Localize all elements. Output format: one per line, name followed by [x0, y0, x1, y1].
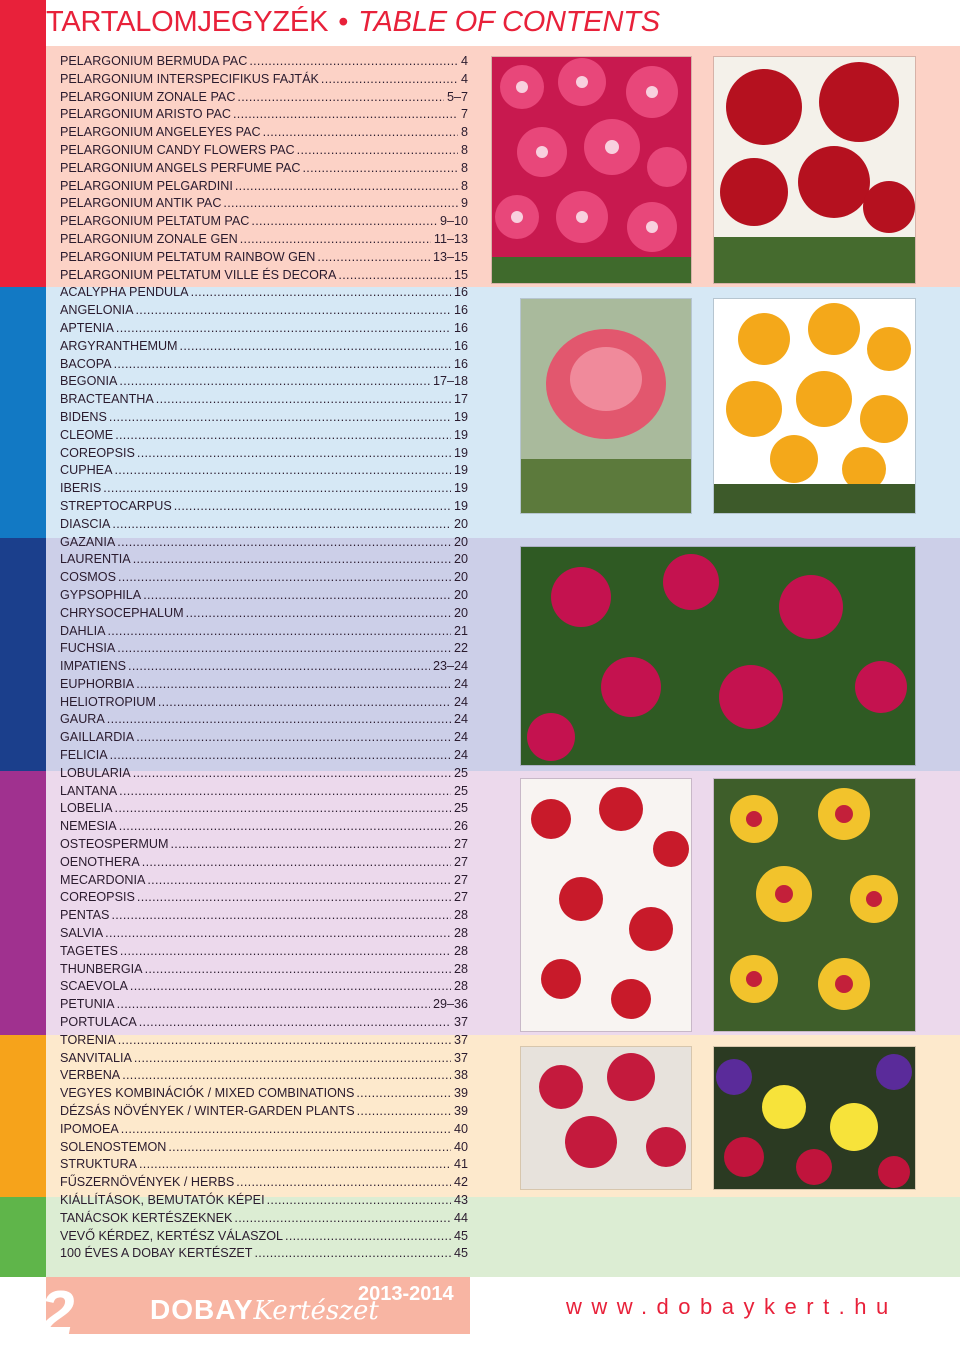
toc-entry-title: SANVITALIA	[60, 1050, 132, 1065]
toc-leader-dots	[116, 1032, 451, 1050]
toc-entry[interactable]	[60, 534, 468, 552]
toc-leader-dots	[140, 854, 451, 872]
toc-leader-dots	[113, 427, 451, 445]
toc-entry-title: PELARGONIUM BERMUDA PAC	[60, 54, 248, 68]
toc-entry-page: 21	[453, 623, 468, 638]
toc-entry-title: PELARGONIUM ANGELEYES PAC	[60, 125, 261, 140]
toc-entry[interactable]	[60, 1050, 468, 1068]
toc-leader-dots	[107, 409, 451, 427]
toc-leader-dots	[135, 445, 451, 463]
toc-entry-page: 17–18	[432, 374, 468, 389]
toc-leader-dots	[301, 160, 458, 178]
toc-entry-title: ANGELONIA	[60, 303, 134, 318]
toc-entry-title: DÉZSÁS NÖVÉNYEK / WINTER-GARDEN PLANTS	[60, 1104, 355, 1119]
toc-leader-dots	[137, 1014, 451, 1032]
toc-entry-page: 4	[460, 54, 468, 68]
toc-leader-dots	[137, 1156, 451, 1174]
toc-entry-page: 28	[453, 979, 468, 994]
toc-entry[interactable]	[60, 320, 468, 338]
toc-entry[interactable]	[60, 623, 468, 641]
toc-entry[interactable]	[60, 818, 468, 836]
toc-leader-dots	[154, 391, 451, 409]
toc-entry[interactable]	[60, 747, 468, 765]
photo-begonia	[520, 298, 692, 514]
toc-entry-page: 24	[453, 748, 468, 763]
toc-leader-dots	[109, 907, 451, 925]
toc-leader-dots	[238, 231, 431, 249]
toc-leader-dots	[233, 178, 458, 196]
toc-entry-title: CHRYSOCEPHALUM	[60, 605, 184, 620]
toc-leader-dots	[119, 1121, 451, 1139]
toc-entry-title: ARGYRANTHEMUM	[60, 338, 178, 353]
toc-entry-page: 20	[453, 605, 468, 620]
toc-leader-dots	[106, 623, 451, 641]
toc-entry[interactable]	[60, 1192, 468, 1210]
toc-entry-page: 39	[453, 1104, 468, 1119]
toc-entry-page: 9	[460, 196, 468, 211]
toc-entry-page: 19	[453, 445, 468, 460]
toc-entry[interactable]	[60, 889, 468, 907]
toc-entry-page: 29–36	[432, 997, 468, 1012]
toc-entry-title: CUPHEA	[60, 463, 113, 478]
toc-entry[interactable]	[60, 1228, 468, 1246]
toc-entry-page: 16	[453, 338, 468, 353]
title-hu: TARTALOMJEGYZÉK	[46, 6, 329, 38]
toc-leader-dots	[108, 747, 451, 765]
toc-entry-page: 37	[453, 1032, 468, 1047]
toc-entry-page: 5–7	[446, 89, 468, 104]
toc-entry[interactable]	[60, 231, 468, 249]
stripe-dark-blue	[0, 538, 46, 771]
toc-entry-page: 27	[453, 872, 468, 887]
toc-entry[interactable]	[60, 729, 468, 747]
toc-entry[interactable]	[60, 445, 468, 463]
toc-leader-dots	[234, 1174, 451, 1192]
toc-entry-title: PELARGONIUM CANDY FLOWERS PAC	[60, 142, 295, 157]
toc-entry-title: VEGYES KOMBINÁCIÓK / MIXED COMBINATIONS	[60, 1086, 355, 1101]
toc-entry-title: OSTEOSPERMUM	[60, 837, 169, 852]
toc-leader-dots	[178, 338, 451, 356]
toc-entry[interactable]	[60, 89, 468, 107]
toc-list	[60, 53, 468, 1263]
toc-entry-page: 16	[453, 303, 468, 318]
toc-entry[interactable]	[60, 1156, 468, 1174]
toc-leader-dots	[249, 213, 437, 231]
toc-entry-page: 8	[460, 178, 468, 193]
toc-entry[interactable]	[60, 1067, 468, 1085]
title-en: TABLE OF CONTENTS	[358, 6, 660, 38]
toc-entry-page: 8	[460, 142, 468, 157]
stripe-red	[0, 0, 46, 287]
toc-entry-title: STREPTOCARPUS	[60, 498, 172, 513]
toc-entry[interactable]	[60, 1121, 468, 1139]
toc-leader-dots	[247, 53, 458, 71]
toc-entry-title: EUPHORBIA	[60, 676, 135, 691]
toc-entry[interactable]	[60, 854, 468, 872]
toc-entry-page: 7	[460, 107, 468, 122]
toc-leader-dots	[319, 71, 458, 89]
toc-entry-page: 38	[453, 1068, 468, 1083]
toc-entry[interactable]	[60, 676, 468, 694]
toc-entry[interactable]	[60, 480, 468, 498]
toc-entry[interactable]	[60, 551, 468, 569]
toc-entry[interactable]	[60, 53, 468, 71]
toc-leader-dots	[112, 462, 451, 480]
toc-entry-title: LANTANA	[60, 783, 118, 798]
toc-leader-dots	[232, 1210, 451, 1228]
toc-entry-title: SCAEVOLA	[60, 979, 128, 994]
toc-entry[interactable]	[60, 409, 468, 427]
toc-leader-dots	[115, 534, 451, 552]
toc-entry[interactable]	[60, 907, 468, 925]
stripe-purple	[0, 771, 46, 1035]
toc-leader-dots	[105, 711, 451, 729]
toc-entry[interactable]	[60, 160, 468, 178]
toc-entry-title: IMPATIENS	[60, 659, 127, 674]
toc-entry[interactable]	[60, 356, 468, 374]
toc-entry[interactable]	[60, 71, 468, 89]
toc-entry-page: 23–24	[432, 659, 468, 674]
toc-entry-page: 8	[460, 125, 468, 140]
toc-entry-title: PELARGONIUM ANGELS PERFUME PAC	[60, 160, 301, 175]
toc-entry[interactable]	[60, 267, 468, 285]
toc-entry-title: PELARGONIUM PELGARDINI	[60, 178, 233, 193]
toc-entry-title: ACALYPHA PENDULA	[60, 285, 189, 300]
toc-entry-page: 22	[453, 641, 468, 656]
toc-entry[interactable]	[60, 800, 468, 818]
toc-entry[interactable]	[60, 373, 468, 391]
toc-entry[interactable]	[60, 427, 468, 445]
toc-entry-title: PELARGONIUM PELTATUM RAINBOW GEN	[60, 249, 316, 264]
toc-leader-dots	[135, 889, 451, 907]
toc-entry-title: FELICIA	[60, 748, 108, 763]
toc-leader-dots	[261, 124, 458, 142]
title-separator: •	[338, 6, 349, 38]
toc-entry[interactable]	[60, 1174, 468, 1192]
toc-entry-title: LOBELIA	[60, 801, 113, 816]
toc-entry[interactable]	[60, 711, 468, 729]
toc-entry[interactable]	[60, 498, 468, 516]
toc-entry-title: PENTAS	[60, 908, 110, 923]
toc-entry-title: PELARGONIUM PELTATUM PAC	[60, 214, 250, 229]
toc-leader-dots	[168, 836, 451, 854]
toc-entry-title: PELARGONIUM PELTATUM VILLE ÉS DECORA	[60, 267, 337, 282]
toc-entry-page: 28	[453, 943, 468, 958]
toc-entry-title: SALVIA	[60, 926, 104, 941]
toc-entry-page: 15	[453, 267, 468, 282]
toc-entry-page: 13–15	[432, 249, 468, 264]
photo-red-pelargonium	[713, 56, 916, 284]
toc-entry-page: 16	[453, 356, 468, 371]
toc-leader-dots	[231, 106, 458, 124]
toc-entry-page: 27	[453, 837, 468, 852]
toc-entry-page: 27	[453, 854, 468, 869]
toc-leader-dots	[101, 480, 451, 498]
toc-leader-dots	[118, 943, 451, 961]
toc-entry[interactable]	[60, 978, 468, 996]
toc-entry-title: CLEOME	[60, 427, 114, 442]
toc-entry[interactable]	[60, 996, 468, 1014]
toc-leader-dots	[354, 1085, 451, 1103]
toc-entry[interactable]	[60, 338, 468, 356]
toc-entry-page: 19	[453, 427, 468, 442]
toc-leader-dots	[143, 961, 451, 979]
toc-entry-title: TAGETES	[60, 943, 118, 958]
toc-leader-dots	[115, 996, 430, 1014]
toc-entry[interactable]	[60, 1139, 468, 1157]
toc-entry[interactable]	[60, 640, 468, 658]
toc-entry-title: PORTULACA	[60, 1015, 137, 1030]
toc-leader-dots	[110, 516, 451, 534]
toc-entry-title: DAHLIA	[60, 623, 106, 638]
toc-entry[interactable]	[60, 302, 468, 320]
toc-leader-dots	[134, 676, 451, 694]
toc-entry-page: 17	[453, 392, 468, 407]
toc-entry-title: COREOPSIS	[60, 445, 135, 460]
toc-entry-title: BRACTEANTHA	[60, 392, 154, 407]
toc-entry-page: 28	[453, 961, 468, 976]
toc-entry-title: GAURA	[60, 712, 105, 727]
toc-leader-dots	[132, 1050, 451, 1068]
toc-leader-dots	[189, 284, 451, 302]
toc-entry-title: SOLENOSTEMON	[60, 1139, 167, 1154]
toc-entry-page: 45	[453, 1246, 468, 1261]
toc-leader-dots	[336, 267, 451, 285]
toc-entry[interactable]	[60, 765, 468, 783]
toc-leader-dots	[184, 605, 451, 623]
toc-entry-page: 40	[453, 1121, 468, 1136]
toc-leader-dots	[145, 872, 451, 890]
toc-entry-title: PELARGONIUM ANTIK PAC	[60, 196, 222, 211]
toc-leader-dots	[156, 694, 451, 712]
toc-entry-title: PELARGONIUM ARISTO PAC	[60, 107, 231, 122]
dobay-logo	[150, 1293, 379, 1328]
toc-entry-page: 20	[453, 516, 468, 531]
photo-pink-pelargonium	[491, 56, 692, 284]
toc-entry-page: 24	[453, 730, 468, 745]
toc-entry[interactable]	[60, 961, 468, 979]
toc-entry[interactable]	[60, 1085, 468, 1103]
toc-entry[interactable]	[60, 925, 468, 943]
toc-entry[interactable]	[60, 605, 468, 623]
toc-entry[interactable]	[60, 1014, 468, 1032]
logo-script: Kertészet	[253, 1296, 379, 1326]
toc-entry[interactable]	[60, 943, 468, 961]
toc-leader-dots	[253, 1245, 451, 1263]
toc-entry-title: OENOTHERA	[60, 854, 140, 869]
toc-leader-dots	[221, 195, 458, 213]
toc-entry-title: PELARGONIUM ZONALE GEN	[60, 231, 238, 246]
toc-entry-title: PELARGONIUM ZONALE PAC	[60, 89, 236, 104]
toc-entry[interactable]	[60, 587, 468, 605]
toc-entry-page: 37	[453, 1050, 468, 1065]
toc-leader-dots	[265, 1192, 451, 1210]
stripe-light-blue	[0, 287, 46, 538]
toc-entry-page: 40	[453, 1139, 468, 1154]
toc-entry[interactable]	[60, 694, 468, 712]
toc-entry-page: 19	[453, 481, 468, 496]
toc-entry-title: PETUNIA	[60, 997, 115, 1012]
toc-leader-dots	[113, 800, 451, 818]
toc-leader-dots	[133, 302, 451, 320]
toc-entry-title: HELIOTROPIUM	[60, 694, 156, 709]
toc-leader-dots	[115, 640, 451, 658]
toc-entry-page: 44	[453, 1210, 468, 1225]
toc-leader-dots	[120, 1067, 451, 1085]
toc-entry-title: GAILLARDIA	[60, 730, 135, 745]
toc-entry-page: 45	[453, 1228, 468, 1243]
toc-entry-page: 16	[453, 320, 468, 335]
toc-entry-page: 4	[460, 71, 468, 86]
toc-entry-page: 24	[453, 676, 468, 691]
toc-entry-title: LOBULARIA	[60, 765, 131, 780]
toc-leader-dots	[235, 89, 444, 107]
toc-entry-title: GYPSOPHILA	[60, 587, 142, 602]
toc-entry-page: 28	[453, 908, 468, 923]
toc-entry-page: 11–13	[433, 231, 468, 246]
toc-entry-title: LAURENTIA	[60, 552, 131, 567]
toc-entry[interactable]	[60, 178, 468, 196]
toc-entry-title: TORENIA	[60, 1032, 116, 1047]
toc-entry[interactable]	[60, 569, 468, 587]
toc-entry[interactable]	[60, 658, 468, 676]
toc-entry-page: 9–10	[439, 214, 468, 229]
photo-impatiens	[520, 546, 916, 766]
toc-entry-page: 37	[453, 1015, 468, 1030]
toc-entry-title: COREOPSIS	[60, 890, 135, 905]
photo-verbena	[520, 1046, 692, 1190]
toc-entry-page: 43	[453, 1193, 468, 1207]
toc-entry-title: VERBENA	[60, 1068, 121, 1083]
page-title	[46, 2, 660, 42]
toc-entry-page: 39	[453, 1086, 468, 1101]
toc-entry-page: 24	[453, 694, 468, 709]
toc-entry-title: 100 ÉVES A DOBAY KERTÉSZET	[60, 1246, 253, 1261]
toc-leader-dots	[166, 1139, 451, 1157]
toc-leader-dots	[141, 587, 451, 605]
toc-entry-title: THUNBERGIA	[60, 961, 143, 976]
toc-leader-dots	[295, 142, 458, 160]
toc-entry-title: IPOMOEA	[60, 1121, 119, 1136]
toc-entry[interactable]	[60, 783, 468, 801]
toc-entry-title: APTENIA	[60, 320, 114, 335]
toc-entry[interactable]	[60, 1245, 468, 1263]
photo-nemesia	[520, 778, 692, 1032]
toc-leader-dots	[131, 551, 451, 569]
toc-entry-title: GAZANIA	[60, 534, 116, 549]
toc-entry-title: BIDENS	[60, 409, 107, 424]
toc-entry-page: 20	[453, 587, 468, 602]
toc-entry-title: STRUKTURA	[60, 1157, 137, 1172]
toc-entry-page: 27	[453, 890, 468, 905]
toc-entry-title: FŰSZERNÖVÉNYEK / HERBS	[60, 1175, 235, 1190]
toc-entry-page: 19	[453, 409, 468, 424]
toc-entry-title: PELARGONIUM INTERSPECIFIKUS FAJTÁK	[60, 71, 319, 86]
toc-entry-title: COSMOS	[60, 570, 116, 585]
toc-entry-page: 25	[453, 801, 468, 816]
toc-entry[interactable]	[60, 1210, 468, 1228]
toc-entry[interactable]	[60, 872, 468, 890]
toc-entry-title: BACOPA	[60, 356, 112, 371]
toc-leader-dots	[117, 373, 430, 391]
toc-entry-title: VEVŐ KÉRDEZ, KERTÉSZ VÁLASZOL	[60, 1228, 284, 1243]
toc-leader-dots	[116, 569, 451, 587]
stripe-orange	[0, 1035, 46, 1197]
toc-entry[interactable]	[60, 1032, 468, 1050]
toc-entry[interactable]	[60, 284, 468, 302]
toc-entry[interactable]	[60, 213, 468, 231]
toc-entry-page: 41	[453, 1157, 468, 1172]
photo-tagetes	[713, 298, 916, 514]
toc-entry[interactable]	[60, 391, 468, 409]
toc-leader-dots	[128, 978, 451, 996]
toc-entry-page: 19	[453, 498, 468, 513]
toc-leader-dots	[117, 818, 451, 836]
toc-entry[interactable]	[60, 195, 468, 213]
toc-leader-dots	[131, 765, 451, 783]
toc-entry-page: 20	[453, 570, 468, 585]
toc-leader-dots	[103, 925, 451, 943]
toc-entry-page: 42	[453, 1175, 468, 1190]
toc-entry-title: BEGONIA	[60, 374, 118, 389]
toc-leader-dots	[283, 1228, 451, 1246]
photo-mixed-combination	[713, 1046, 916, 1190]
toc-entry-title: MECARDONIA	[60, 872, 146, 887]
toc-entry-page: 8	[460, 160, 468, 175]
catalog-years: 2013-2014	[358, 1283, 454, 1305]
toc-entry-page: 25	[453, 765, 468, 780]
toc-entry-page: 16	[453, 285, 468, 300]
toc-leader-dots	[114, 320, 451, 338]
website-url[interactable]: www.dobaykert.hu	[566, 1294, 898, 1319]
toc-entry[interactable]	[60, 836, 468, 854]
toc-entry[interactable]	[60, 142, 468, 160]
toc-leader-dots	[126, 658, 430, 676]
toc-entry-title: KIÁLLÍTÁSOK, BEMUTATÓK KÉPEI	[60, 1193, 265, 1207]
toc-leader-dots	[315, 249, 430, 267]
toc-entry-page: 28	[453, 926, 468, 941]
toc-entry-title: IBERIS	[60, 481, 102, 496]
logo-word: DOBAY	[150, 1294, 254, 1325]
toc-entry-page: 26	[453, 819, 468, 834]
photo-calibrachoa-yellow-red	[713, 778, 916, 1032]
toc-leader-dots	[355, 1103, 451, 1121]
toc-entry[interactable]	[60, 106, 468, 124]
toc-entry[interactable]	[60, 124, 468, 142]
toc-entry[interactable]	[60, 1103, 468, 1121]
toc-entry[interactable]	[60, 516, 468, 534]
toc-leader-dots	[172, 498, 451, 516]
page-number: 2	[40, 1279, 75, 1348]
toc-entry-title: TANÁCSOK KERTÉSZEKNEK	[60, 1210, 233, 1225]
toc-entry-title: DIASCIA	[60, 516, 111, 531]
toc-entry-page: 24	[453, 712, 468, 727]
toc-leader-dots	[117, 783, 451, 801]
toc-entry-page: 20	[453, 552, 468, 567]
toc-entry-page: 19	[453, 463, 468, 478]
toc-entry[interactable]	[60, 462, 468, 480]
toc-entry[interactable]	[60, 249, 468, 267]
toc-entry-title: NEMESIA	[60, 819, 117, 834]
toc-leader-dots	[134, 729, 451, 747]
toc-entry-page: 20	[453, 534, 468, 549]
toc-leader-dots	[112, 356, 451, 374]
toc-entry-page: 25	[453, 783, 468, 798]
toc-entry-title: FUCHSIA	[60, 641, 116, 656]
